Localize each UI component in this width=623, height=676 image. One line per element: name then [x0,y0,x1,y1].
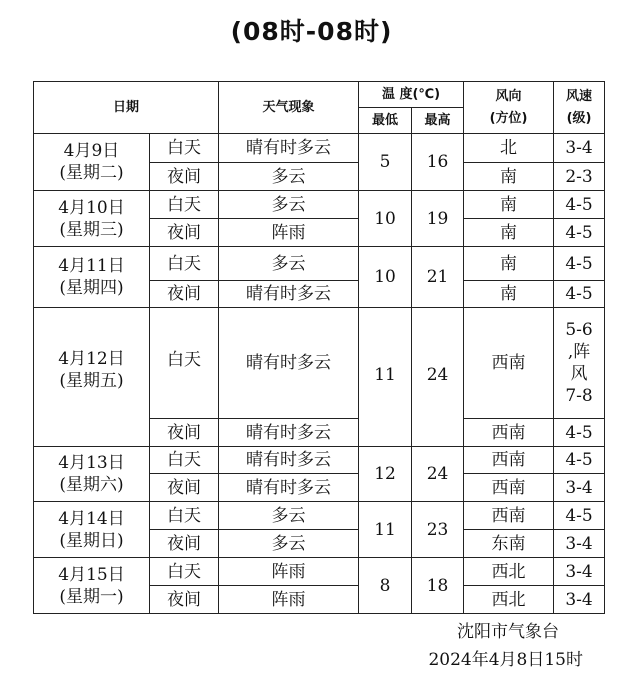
wind-speed-cell: 4-5 [554,191,605,219]
period-day: 白天 [150,558,219,586]
tmax-cell: 24 [412,308,464,447]
wind-speed-cell: 4-5 [554,419,605,447]
period-day: 白天 [150,502,219,530]
header-weather: 天气现象 [219,82,359,134]
tmax-cell: 24 [412,447,464,502]
wind-speed-cell: 2-3 [554,163,605,191]
period-day: 白天 [150,134,219,163]
weather-cell: 阵雨 [219,558,359,586]
weekday-text: (星期一) [59,586,124,607]
weather-cell: 晴有时多云 [219,447,359,474]
weekday-text: (星期日) [59,530,124,551]
period-day: 白天 [150,308,219,419]
period-day: 白天 [150,447,219,474]
period-night: 夜间 [150,530,219,558]
header-tmax: 最高 [412,108,464,134]
forecast-table [33,81,605,614]
tmin-cell: 10 [359,247,412,308]
wind-speed-cell: 4-5 [554,247,605,281]
weather-cell: 阵雨 [219,219,359,247]
date-cell [34,134,150,191]
wind-direction-cell: 南 [464,191,554,219]
issuer: 沈阳市气象台 [457,622,559,642]
wind-speed-cell: 4-5 [554,502,605,530]
weekday-text: (星期五) [59,371,124,391]
wind-direction-cell: 西南 [464,308,554,419]
weather-cell: 晴有时多云 [219,308,359,419]
date-text: 4月9日 [63,141,120,161]
period-day: 白天 [150,247,219,281]
tmin-cell: 11 [359,502,412,558]
weather-cell: 多云 [219,530,359,558]
weather-cell: 多云 [219,502,359,530]
date-cell [34,502,150,558]
wind-direction-cell: 西南 [464,474,554,502]
period-night: 夜间 [150,281,219,308]
weekday-text: (星期三) [59,219,124,240]
header-tmin: 最低 [359,108,412,134]
period-night: 夜间 [150,219,219,247]
page-title: (08时-08时) [230,17,393,46]
header-temperature: 温 度(℃) [359,82,464,108]
weather-cell: 阵雨 [219,586,359,614]
date-text: 4月15日 [58,564,125,585]
header-date: 日期 [34,82,219,134]
tmax-cell: 19 [412,191,464,247]
wind-direction-cell: 东南 [464,530,554,558]
tmin-cell: 10 [359,191,412,247]
date-text: 4月10日 [58,197,125,218]
wind-direction-cell: 南 [464,163,554,191]
period-night: 夜间 [150,586,219,614]
wind-speed-cell: 3-4 [554,134,605,163]
wind-speed-cell: 3-4 [554,474,605,502]
tmin-cell: 8 [359,558,412,614]
wind-direction-cell: 西南 [464,502,554,530]
period-night: 夜间 [150,163,219,191]
wind-speed-cell: 4-5 [554,447,605,474]
weather-cell: 晴有时多云 [219,281,359,308]
wind-direction-cell: 西北 [464,558,554,586]
weather-cell: 晴有时多云 [219,474,359,502]
weather-cell: 多云 [219,247,359,281]
header-wind-direction: 风向 (方位) [464,82,554,134]
weekday-text: (星期四) [59,278,124,298]
wind-speed-cell: 3-4 [554,586,605,614]
date-cell [34,247,150,308]
header-wind-speed: 风速 (级) [554,82,605,134]
period-day: 白天 [150,191,219,219]
tmin-cell: 5 [359,134,412,191]
date-text: 4月13日 [58,453,125,473]
wind-direction-cell: 南 [464,281,554,308]
date-text: 4月11日 [58,256,125,276]
date-cell [34,191,150,247]
wind-direction-cell: 西南 [464,447,554,474]
issue-time: 2024年4月8日15时 [428,650,583,670]
wind-direction-cell: 南 [464,247,554,281]
date-text: 4月12日 [58,349,125,369]
date-text: 4月14日 [58,508,125,529]
weather-cell: 多云 [219,163,359,191]
weekday-text: (星期六) [59,475,124,495]
wind-direction-cell: 西北 [464,586,554,614]
wind-speed-cell: 4-5 [554,281,605,308]
tmax-cell: 21 [412,247,464,308]
wind-speed-cell: 3-4 [554,558,605,586]
period-night: 夜间 [150,419,219,447]
weather-cell: 晴有时多云 [219,419,359,447]
weather-cell: 多云 [219,191,359,219]
tmax-cell: 18 [412,558,464,614]
tmax-cell: 16 [412,134,464,191]
wind-direction-cell: 西南 [464,419,554,447]
period-night: 夜间 [150,474,219,502]
date-cell [34,447,150,502]
tmin-cell: 11 [359,308,412,447]
wind-speed-cell: 4-5 [554,219,605,247]
weather-cell: 晴有时多云 [219,134,359,163]
date-cell [34,558,150,614]
wind-direction-cell: 北 [464,134,554,163]
wind-speed-cell: 3-4 [554,530,605,558]
tmax-cell: 23 [412,502,464,558]
tmin-cell: 12 [359,447,412,502]
weekday-text: (星期二) [59,163,124,183]
wind-direction-cell: 南 [464,219,554,247]
date-cell [34,308,150,447]
wind-speed-cell: 5-6 ,阵 风 7-8 [554,308,605,419]
